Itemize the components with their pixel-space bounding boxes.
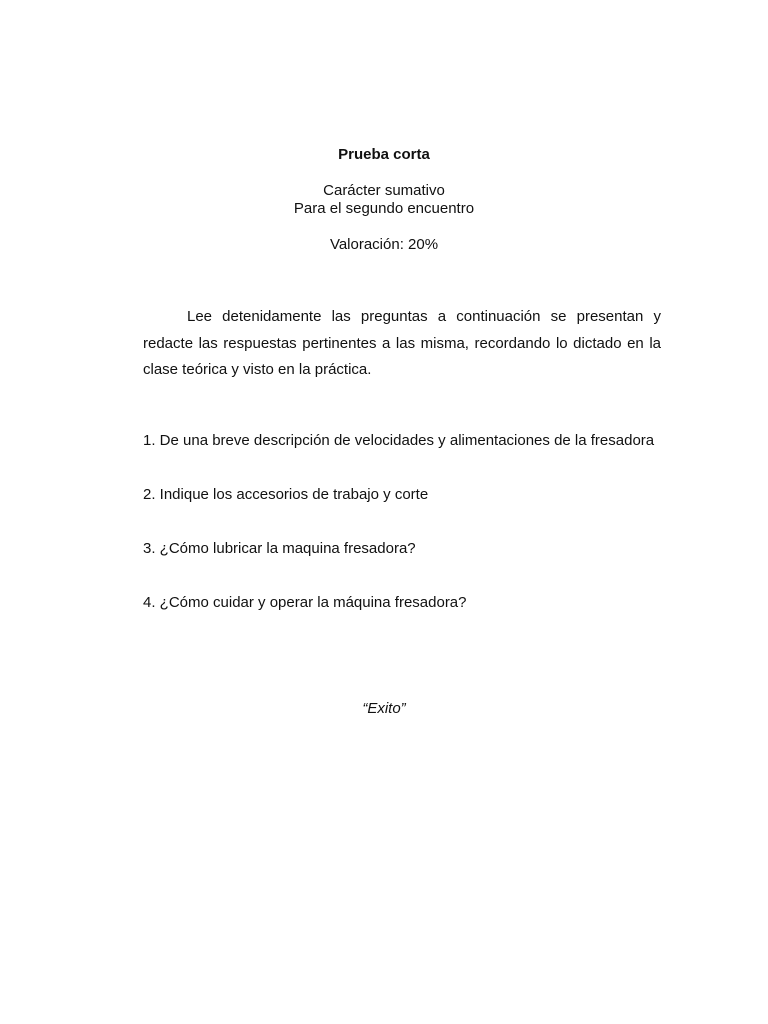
document-title: Prueba corta (338, 146, 430, 163)
document-subtitle-meeting: Para el segundo encuentro (293, 200, 475, 217)
question-3: 3. ¿Cómo lubricar la maquina fresadora? (143, 540, 416, 557)
question-1: 1. De una breve descripción de velocidades y alimentaciones de la fresadora (143, 432, 655, 449)
closing-message: “Exito” (362, 700, 406, 717)
instructions-paragraph: Lee detenidamente las preguntas a continuación se presentan y redacte las respuestas pertinentes a las misma, recordando lo dictado en la clase teórica y visto en la práctica. (143, 308, 661, 378)
question-4: 4. ¿Cómo cuidar y operar la máquina fresadora? (143, 594, 467, 611)
document-subtitle-character: Carácter sumativo (323, 182, 445, 199)
document-valoracion: Valoración: 20% (329, 236, 439, 253)
question-2: 2. Indique los accesorios de trabajo y corte (143, 486, 429, 503)
